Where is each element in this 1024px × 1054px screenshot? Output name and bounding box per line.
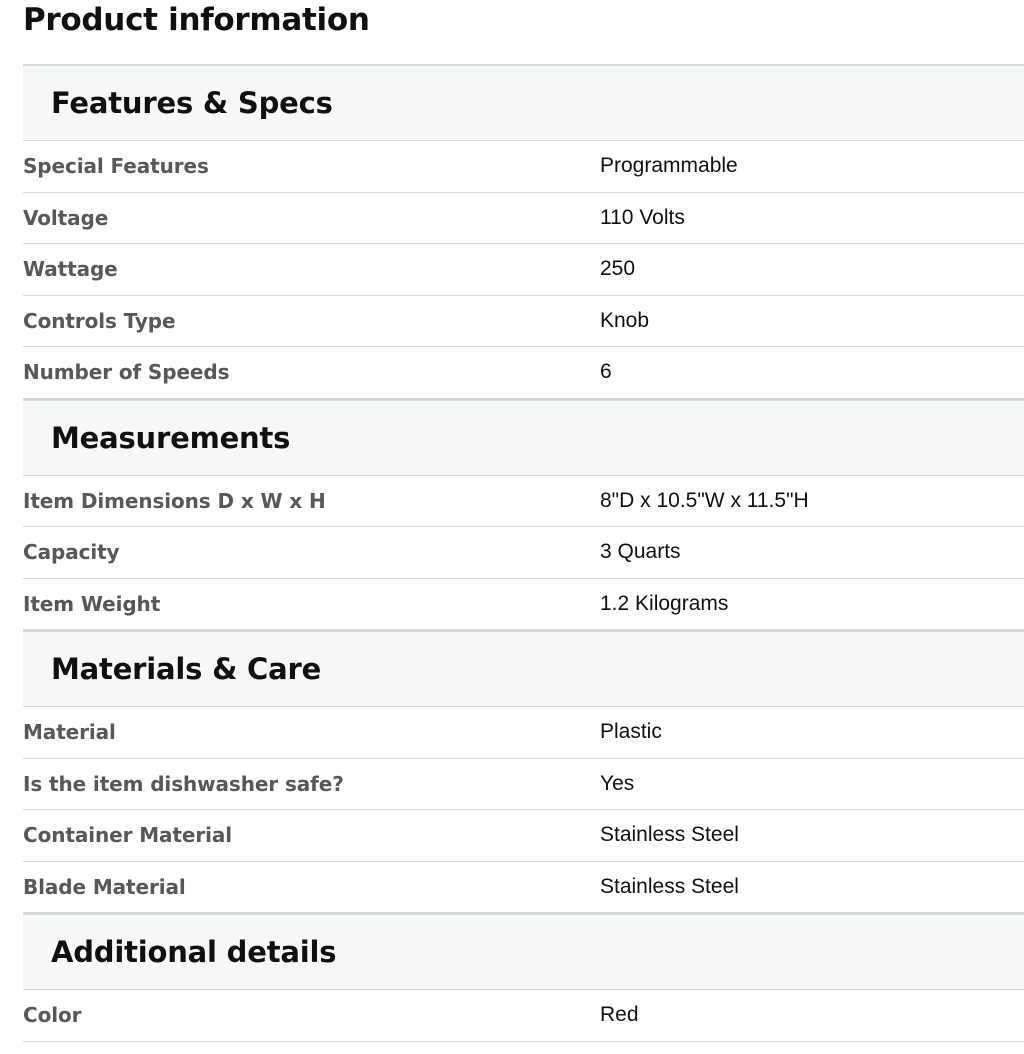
spec-label: Container Material	[23, 823, 232, 848]
spec-row	[23, 707, 1024, 759]
spec-row	[23, 759, 1024, 811]
spec-label: Number of Speeds	[23, 360, 230, 385]
spec-value: Plastic	[600, 720, 662, 744]
spec-label: Item Dimensions D x W x H	[23, 488, 326, 513]
spec-value: 110 Volts	[600, 205, 685, 229]
section-title: Additional details	[51, 935, 337, 969]
spec-value: 3 Quarts	[600, 540, 681, 564]
section-additional-details	[23, 913, 1024, 1042]
spec-row	[23, 193, 1024, 245]
spec-row	[23, 296, 1024, 348]
section-title: Features & Specs	[51, 86, 333, 120]
spec-row	[23, 476, 1024, 528]
spec-label: Voltage	[23, 205, 109, 230]
spec-row	[23, 244, 1024, 296]
spec-value: Programmable	[600, 154, 738, 178]
spec-label: Wattage	[23, 257, 118, 282]
spec-value: Stainless Steel	[600, 874, 739, 898]
spec-row	[23, 347, 1024, 399]
spec-label: Capacity	[23, 540, 120, 565]
spec-value: 1.2 Kilograms	[600, 591, 729, 615]
spec-label: Blade Material	[23, 874, 186, 899]
spec-value: 250	[600, 257, 636, 281]
spec-row	[23, 810, 1024, 862]
spec-value: Stainless Steel	[600, 823, 739, 847]
page-title: Product information	[23, 2, 370, 38]
spec-label: Color	[23, 1003, 82, 1028]
section-materials-care	[23, 630, 1024, 913]
spec-row	[23, 141, 1024, 193]
spec-label: Material	[23, 720, 116, 745]
spec-label: Special Features	[23, 154, 209, 179]
section-title: Materials & Care	[51, 652, 322, 686]
spec-value: 8"D x 10.5"W x 11.5"H	[600, 488, 809, 512]
section-header[interactable]	[23, 630, 1024, 707]
section-header[interactable]	[23, 399, 1024, 476]
spec-value: Red	[600, 1003, 639, 1027]
section-features-specs	[23, 64, 1024, 399]
spec-value: Yes	[600, 771, 635, 795]
spec-label: Item Weight	[23, 591, 161, 616]
section-header[interactable]	[23, 913, 1024, 990]
spec-value: 6	[600, 360, 612, 384]
spec-label: Is the item dishwasher safe?	[23, 771, 344, 796]
section-measurements	[23, 399, 1024, 631]
spec-row	[23, 527, 1024, 579]
spec-row	[23, 862, 1024, 914]
section-header[interactable]	[23, 64, 1024, 141]
spec-label: Controls Type	[23, 308, 176, 333]
spec-row	[23, 990, 1024, 1042]
spec-row	[23, 579, 1024, 631]
product-information-table	[23, 64, 1024, 1042]
section-title: Measurements	[51, 420, 291, 455]
spec-value: Knob	[600, 308, 650, 332]
